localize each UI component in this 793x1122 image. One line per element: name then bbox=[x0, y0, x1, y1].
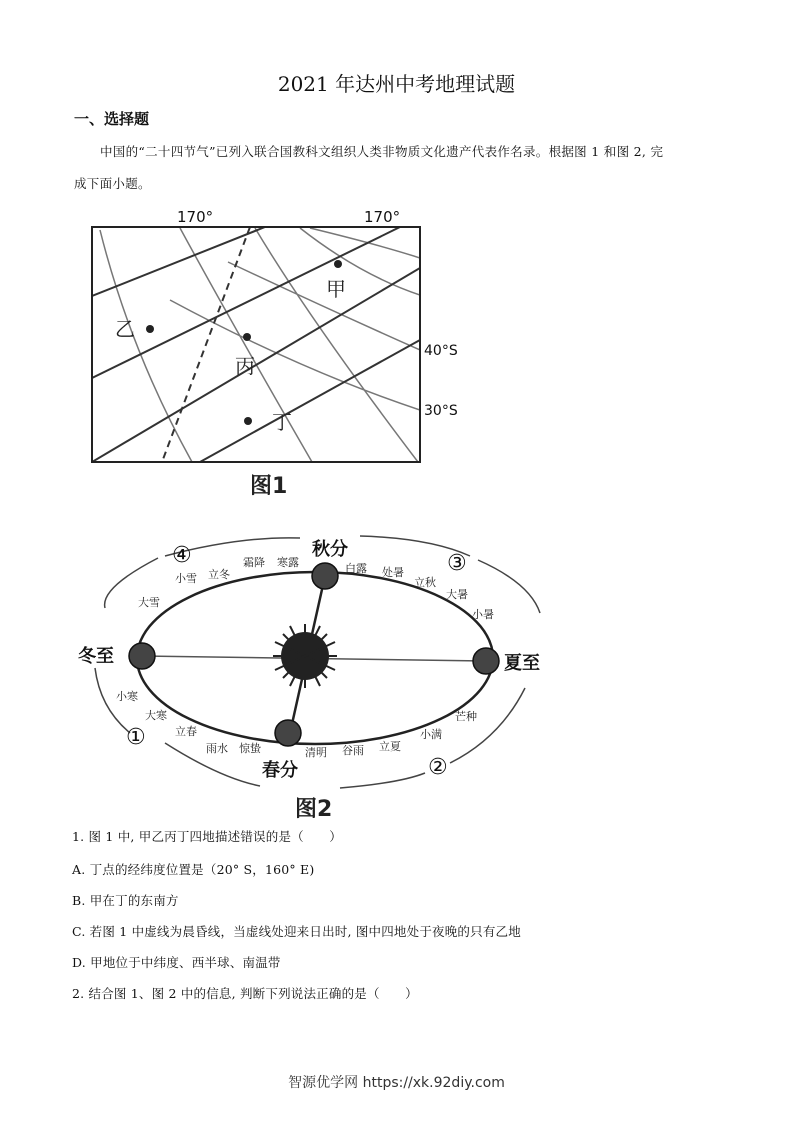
option-1a: A. 丁点的经纬度位置是（20° S，160° E) bbox=[72, 862, 315, 877]
point-yi-dot bbox=[146, 325, 154, 333]
term-xiaohan: 小寒 bbox=[116, 690, 138, 703]
term-shuangjiang: 霜降 bbox=[243, 556, 265, 569]
earth-xiazhi-icon bbox=[473, 648, 499, 674]
meridian-1 bbox=[100, 230, 192, 462]
term-jingzhe: 惊蛰 bbox=[239, 742, 261, 755]
term-daxue: 大雪 bbox=[138, 596, 160, 609]
term-bailu: 白露 bbox=[345, 562, 367, 575]
num-3: ③ bbox=[447, 551, 467, 576]
point-jia-dot bbox=[334, 260, 342, 268]
term-chushu: 处暑 bbox=[382, 566, 404, 579]
point-bing-dot bbox=[243, 333, 251, 341]
option-1d: D. 甲地位于中纬度、西半球、南温带 bbox=[72, 955, 281, 970]
earth-dongzhi-icon bbox=[129, 643, 155, 669]
page-title: 2021 年达州中考地理试题 bbox=[277, 72, 516, 96]
term-xiazhi: 夏至 bbox=[504, 653, 540, 674]
intro-line-1: 中国的“二十四节气”已列入联合国教科文组织人类非物质文化遗产代表作名录。根据图 1 和图 2, 完 bbox=[100, 144, 664, 159]
num-1: ① bbox=[126, 725, 146, 750]
term-qiufen: 秋分 bbox=[312, 539, 348, 560]
figure-1-frame bbox=[92, 227, 420, 462]
term-lichun: 立春 bbox=[175, 725, 197, 738]
term-mangzhong: 芒种 bbox=[455, 710, 477, 723]
lat-label-40: 40°S bbox=[424, 343, 458, 359]
term-yushui: 雨水 bbox=[206, 742, 228, 755]
point-bing-label: 丙 bbox=[235, 354, 255, 378]
term-qingming: 清明 bbox=[305, 746, 327, 759]
figure-2 bbox=[0, 528, 793, 828]
point-jia-label: 甲 bbox=[326, 277, 346, 301]
diagonal-4 bbox=[200, 340, 420, 462]
option-1b: B. 甲在丁的东南方 bbox=[72, 893, 179, 908]
parallel-1 bbox=[300, 228, 420, 295]
intro-line-2: 成下面小题。 bbox=[74, 176, 151, 191]
term-lidong: 立冬 bbox=[208, 568, 230, 581]
term-guyu: 谷雨 bbox=[342, 744, 364, 757]
term-lixia: 立夏 bbox=[379, 740, 401, 753]
point-ding-dot bbox=[244, 417, 252, 425]
earth-qiufen-icon bbox=[312, 563, 338, 589]
sun-icon bbox=[273, 624, 337, 688]
term-dongzhi: 冬至 bbox=[78, 646, 114, 667]
term-dashu: 大暑 bbox=[446, 588, 468, 601]
term-chunfen: 春分 bbox=[262, 760, 298, 781]
footer-watermark: 智源优学网 https://xk.92diy.com bbox=[288, 1075, 505, 1091]
term-dahan: 大寒 bbox=[145, 709, 167, 722]
option-1c: C. 若图 1 中虚线为晨昏线，当虚线处迎来日出时, 图中四地处于夜晚的只有乙地 bbox=[72, 924, 521, 939]
term-liqiu: 立秋 bbox=[414, 576, 436, 589]
point-yi-label: 乙 bbox=[115, 317, 135, 341]
outer-arc-bottom-right bbox=[340, 773, 425, 788]
term-xiaoman: 小满 bbox=[420, 728, 442, 741]
parallel-2 bbox=[228, 262, 420, 350]
term-xiaoxue: 小雪 bbox=[175, 572, 197, 585]
num-2: ② bbox=[428, 755, 448, 780]
section-heading: 一、选择题 bbox=[74, 110, 150, 128]
outer-arc-right bbox=[478, 560, 540, 613]
lon-label-left: 170° bbox=[177, 208, 214, 226]
lon-label-right: 170° bbox=[364, 208, 401, 226]
outer-arc-right-low bbox=[450, 688, 525, 763]
point-ding-label: 丁 bbox=[272, 410, 292, 434]
earth-chunfen-icon bbox=[275, 720, 301, 746]
term-hanlu: 寒露 bbox=[277, 556, 299, 569]
lat-label-30: 30°S bbox=[424, 403, 458, 419]
question-1: 1. 图 1 中, 甲乙丙丁四地描述错误的是（ ） bbox=[72, 829, 342, 844]
term-xiaoshu: 小暑 bbox=[472, 608, 494, 621]
figure-1-caption: 图1 bbox=[250, 474, 288, 499]
diagonal-1 bbox=[92, 227, 265, 296]
meridian-2 bbox=[180, 228, 312, 462]
figure-1 bbox=[0, 200, 793, 505]
num-4: ④ bbox=[172, 543, 192, 568]
figure-2-caption: 图2 bbox=[295, 797, 333, 822]
question-2: 2. 结合图 1、图 2 中的信息, 判断下列说法正确的是（ ） bbox=[72, 986, 418, 1001]
parallel-4 bbox=[310, 228, 420, 258]
